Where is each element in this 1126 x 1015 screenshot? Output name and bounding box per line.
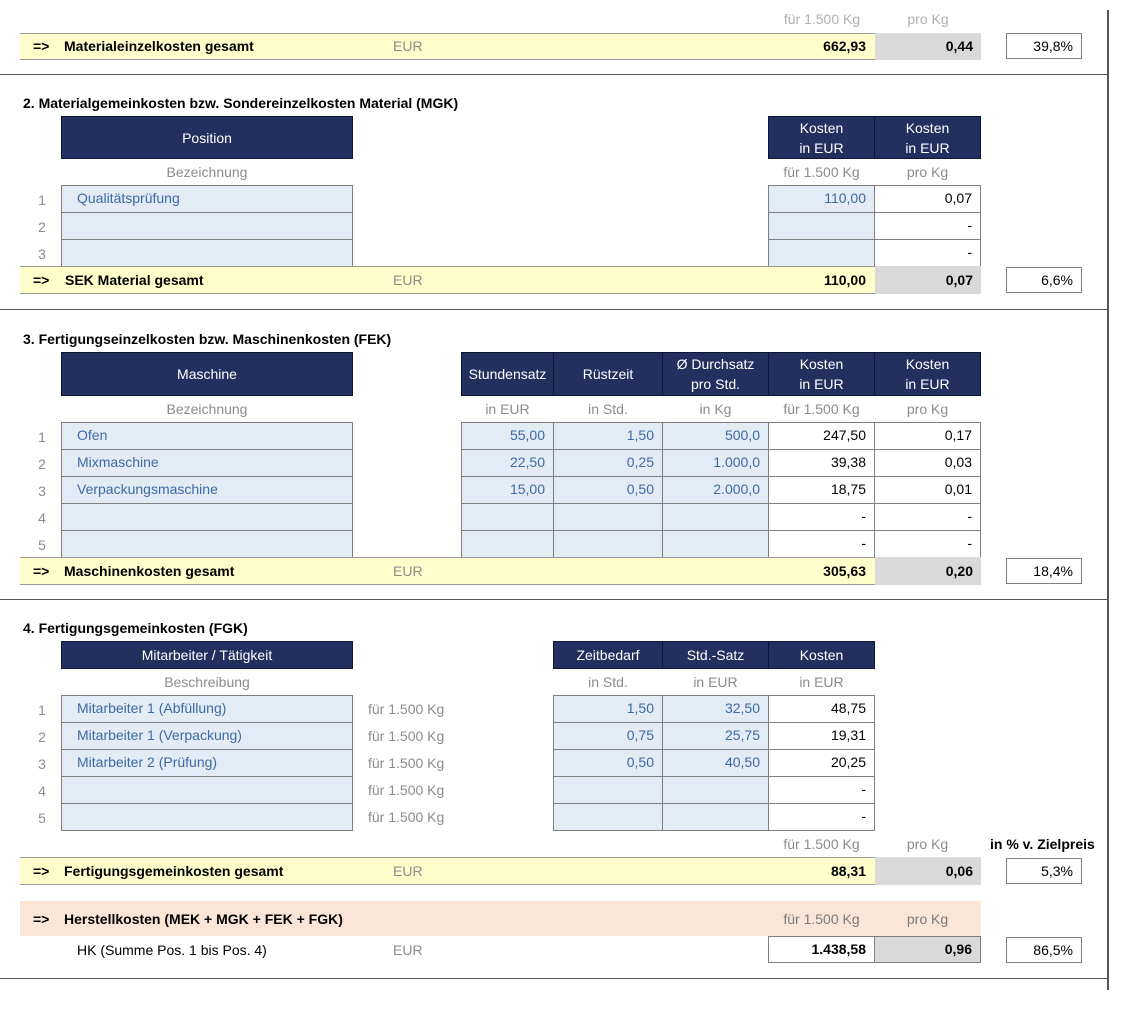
mgk-row-kosten[interactable] <box>768 239 875 267</box>
fgk-row-menge: für 1.500 Kg <box>368 755 445 771</box>
fgk-row-stdsatz[interactable]: 40,50 <box>662 749 769 777</box>
fek-row-durchsatz[interactable] <box>662 503 769 531</box>
fgk-footer-prokg: pro Kg <box>906 836 949 852</box>
row-number: 1 <box>38 192 46 208</box>
fek-sub-prokg: pro Kg <box>906 401 949 417</box>
fgk-total-value: 88,31 <box>830 863 866 879</box>
fek-row-prokg: - <box>874 530 981 558</box>
row-number: 2 <box>38 456 46 472</box>
mgk-pct: 6,6% <box>1006 267 1082 293</box>
fgk-row-menge: für 1.500 Kg <box>368 728 445 744</box>
mgk-sub-kosten: für 1.500 Kg <box>783 164 860 180</box>
fek-row-durchsatz[interactable]: 1.000,0 <box>662 449 769 477</box>
fek-row-kosten: 18,75 <box>768 476 875 504</box>
fgk-row-zeitbedarf[interactable]: 1,50 <box>553 695 663 723</box>
fgk-row-zeitbedarf[interactable]: 0,50 <box>553 749 663 777</box>
mgk-total-label: SEK Material gesamt <box>65 272 204 288</box>
fgk-footer-pct-label: in % v. Zielpreis <box>990 836 1095 852</box>
fgk-per-kg: 0,06 <box>875 857 981 885</box>
fek-currency: EUR <box>393 563 423 579</box>
mgk-per-kg: 0,07 <box>875 266 981 294</box>
fek-row-kosten: 39,38 <box>768 449 875 477</box>
fek-row-stundensatz[interactable] <box>461 530 554 558</box>
mek-pct: 39,8% <box>1006 33 1082 59</box>
fek-header-maschine: Maschine <box>61 352 353 396</box>
fgk-currency: EUR <box>393 863 423 879</box>
hk-pct: 86,5% <box>1006 937 1082 963</box>
fek-row-stundensatz[interactable]: 22,50 <box>461 449 554 477</box>
hk-sub-kosten: für 1.500 Kg <box>783 911 860 927</box>
fek-sub-durchsatz: in Kg <box>699 401 732 417</box>
fgk-sub-beschreibung: Beschreibung <box>164 674 250 690</box>
fek-arrow: => <box>33 563 50 579</box>
fgk-row-zeitbedarf[interactable]: 0,75 <box>553 722 663 750</box>
hk-currency: EUR <box>393 942 423 958</box>
fek-row-prokg: 0,01 <box>874 476 981 504</box>
mgk-arrow: => <box>33 272 50 288</box>
fgk-header-stdsatz: Std.-Satz <box>662 641 769 669</box>
fek-row-durchsatz[interactable]: 500,0 <box>662 422 769 450</box>
fgk-pct: 5,3% <box>1006 858 1082 884</box>
fek-row-prokg: 0,17 <box>874 422 981 450</box>
fek-sub-bezeichnung: Bezeichnung <box>166 401 248 417</box>
fek-header-stundensatz: Stundensatz <box>461 352 554 396</box>
fek-sub-stundensatz: in EUR <box>485 401 530 417</box>
fgk-row-name[interactable]: Mitarbeiter 1 (Verpackung) <box>61 722 353 750</box>
fek-row-name[interactable] <box>61 503 353 531</box>
mgk-title: 2. Materialgemeinkosten bzw. Sondereinzelkosten Material (MGK) <box>23 95 459 111</box>
fgk-row-zeitbedarf[interactable] <box>553 776 663 804</box>
row-number: 4 <box>38 783 46 799</box>
divider <box>0 599 1108 600</box>
mgk-row-kosten[interactable]: 110,00 <box>768 185 875 213</box>
fgk-header-mitarbeiter: Mitarbeiter / Tätigkeit <box>61 641 353 669</box>
fek-sub-kosten: für 1.500 Kg <box>783 401 860 417</box>
mgk-header-kosten: Kosten in EUR <box>768 116 875 159</box>
fgk-sub-kosten: in EUR <box>799 674 844 690</box>
mek-currency: EUR <box>393 38 423 54</box>
mgk-row-name[interactable] <box>61 239 353 267</box>
fgk-row-kosten: 19,31 <box>768 722 875 750</box>
fgk-row-stdsatz[interactable] <box>662 803 769 831</box>
mgk-header-position: Position <box>61 116 353 159</box>
hk-sub-prokg: pro Kg <box>906 911 949 927</box>
fgk-row-name[interactable] <box>61 803 353 831</box>
mgk-row-name[interactable] <box>61 212 353 240</box>
divider <box>0 74 1108 75</box>
fek-per-kg: 0,20 <box>875 557 981 585</box>
row-number: 3 <box>38 246 46 262</box>
sheet-right-border <box>1107 10 1109 990</box>
fgk-row-menge: für 1.500 Kg <box>368 809 445 825</box>
row-number: 3 <box>38 483 46 499</box>
row-number: 4 <box>38 510 46 526</box>
mgk-sub-prokg: pro Kg <box>906 164 949 180</box>
fgk-sub-stdsatz: in EUR <box>693 674 738 690</box>
row-number: 5 <box>38 810 46 826</box>
fgk-footer-kosten: für 1.500 Kg <box>783 836 860 852</box>
fgk-total-label: Fertigungsgemeinkosten gesamt <box>64 863 284 879</box>
fek-header-durchsatz: Ø Durchsatz pro Std. <box>662 352 769 396</box>
divider <box>0 978 1108 979</box>
fek-row-prokg: 0,03 <box>874 449 981 477</box>
row-number: 2 <box>38 729 46 745</box>
mgk-header-kosten-kg: Kosten in EUR <box>874 116 981 159</box>
fek-row-kosten: 247,50 <box>768 422 875 450</box>
row-number: 2 <box>38 219 46 235</box>
fek-pct: 18,4% <box>1006 558 1082 584</box>
fgk-row-kosten: 20,25 <box>768 749 875 777</box>
fek-header-kosten: Kosten in EUR <box>768 352 875 396</box>
fek-row-stundensatz[interactable]: 55,00 <box>461 422 554 450</box>
top-sub-prokg: pro Kg <box>907 11 949 27</box>
row-number: 5 <box>38 537 46 553</box>
row-number: 3 <box>38 756 46 772</box>
mgk-sub-bezeichnung: Bezeichnung <box>166 164 248 180</box>
fgk-row-menge: für 1.500 Kg <box>368 782 445 798</box>
hk-per-kg: 0,96 <box>874 936 981 963</box>
fgk-row-stdsatz[interactable]: 32,50 <box>662 695 769 723</box>
mgk-row-prokg: - <box>874 212 981 240</box>
top-sub-kosten: für 1.500 Kg <box>783 11 861 27</box>
hk-total-value: 1.438,58 <box>768 936 875 963</box>
fek-row-durchsatz[interactable] <box>662 530 769 558</box>
hk-label: Herstellkosten (MEK + MGK + FEK + FGK) <box>64 911 343 927</box>
mgk-row-name[interactable]: Qualitätsprüfung <box>61 185 353 213</box>
fek-total-value: 305,63 <box>823 563 866 579</box>
fek-row-name[interactable]: Verpackungsmaschine <box>61 476 353 504</box>
fgk-row-stdsatz[interactable] <box>662 776 769 804</box>
fek-row-ruestzeit[interactable]: 0,25 <box>553 449 663 477</box>
fek-sub-ruestzeit: in Std. <box>588 401 628 417</box>
fek-row-stundensatz[interactable]: 15,00 <box>461 476 554 504</box>
mgk-row-kosten[interactable] <box>768 212 875 240</box>
hk-sum-label: HK (Summe Pos. 1 bis Pos. 4) <box>77 942 267 958</box>
fek-row-kosten: - <box>768 503 875 531</box>
hk-arrow: => <box>33 911 50 927</box>
fgk-arrow: => <box>33 863 50 879</box>
fek-row-name[interactable] <box>61 530 353 558</box>
mgk-row-prokg: 0,07 <box>874 185 981 213</box>
fgk-header-zeitbedarf: Zeitbedarf <box>553 641 663 669</box>
fek-row-durchsatz[interactable]: 2.000,0 <box>662 476 769 504</box>
fgk-header-kosten: Kosten <box>768 641 875 669</box>
mek-per-kg: 0,44 <box>875 33 981 60</box>
mek-total-label: Materialeinzelkosten gesamt <box>64 38 254 54</box>
fgk-row-kosten: 48,75 <box>768 695 875 723</box>
mgk-currency: EUR <box>393 272 423 288</box>
fek-row-name[interactable]: Mixmaschine <box>61 449 353 477</box>
fgk-row-name[interactable] <box>61 776 353 804</box>
fek-row-prokg: - <box>874 503 981 531</box>
fgk-row-kosten: - <box>768 803 875 831</box>
fgk-row-name[interactable]: Mitarbeiter 1 (Abfüllung) <box>61 695 353 723</box>
fgk-title: 4. Fertigungsgemeinkosten (FGK) <box>23 620 248 636</box>
mgk-row-prokg: - <box>874 239 981 267</box>
row-number: 1 <box>38 702 46 718</box>
row-number: 1 <box>38 429 46 445</box>
fek-header-ruestzeit: Rüstzeit <box>553 352 663 396</box>
fek-total-label: Maschinenkosten gesamt <box>64 563 235 579</box>
fek-row-ruestzeit[interactable] <box>553 503 663 531</box>
fgk-row-name[interactable]: Mitarbeiter 2 (Prüfung) <box>61 749 353 777</box>
mek-arrow: => <box>33 38 50 54</box>
mek-total-value: 662,93 <box>823 38 866 54</box>
fek-row-ruestzeit[interactable]: 1,50 <box>553 422 663 450</box>
fek-title: 3. Fertigungseinzelkosten bzw. Maschinenkosten (FEK) <box>23 331 392 347</box>
fgk-row-zeitbedarf[interactable] <box>553 803 663 831</box>
fgk-row-kosten: - <box>768 776 875 804</box>
fek-row-ruestzeit[interactable]: 0,50 <box>553 476 663 504</box>
fgk-row-stdsatz[interactable]: 25,75 <box>662 722 769 750</box>
fek-row-stundensatz[interactable] <box>461 503 554 531</box>
fgk-row-menge: für 1.500 Kg <box>368 701 445 717</box>
fek-header-kosten-kg: Kosten in EUR <box>874 352 981 396</box>
fek-row-kosten: - <box>768 530 875 558</box>
divider <box>0 309 1108 310</box>
fek-row-name[interactable]: Ofen <box>61 422 353 450</box>
fek-row-ruestzeit[interactable] <box>553 530 663 558</box>
fgk-sub-zeitbedarf: in Std. <box>588 674 628 690</box>
mgk-total-value: 110,00 <box>823 272 866 288</box>
